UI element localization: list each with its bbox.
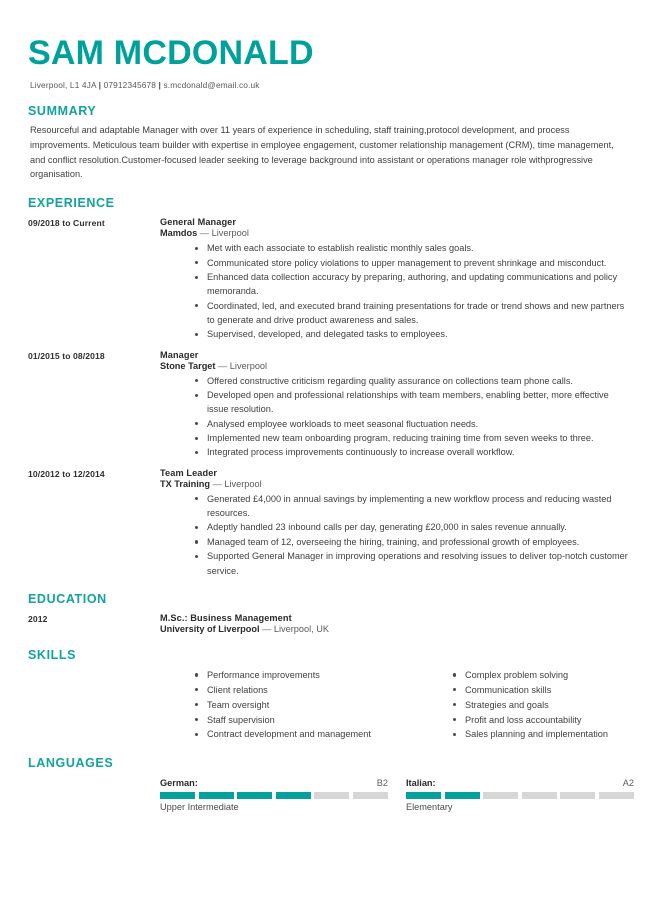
- education-heading: EDUCATION: [28, 591, 107, 606]
- language-segment-empty: [599, 792, 634, 799]
- experience-company-name: TX Training: [160, 478, 211, 489]
- language-level-description: Upper Intermediate: [160, 802, 239, 813]
- language-segment-empty: [353, 792, 388, 799]
- skill-item: Sales planning and implementation: [452, 727, 650, 742]
- experience-bullet-list: [160, 374, 628, 460]
- candidate-name: SAM MCDONALD: [28, 34, 314, 72]
- education-location: Liverpool, UK: [273, 623, 330, 634]
- language-segment-filled: [160, 792, 195, 799]
- experience-dash: —: [218, 360, 228, 371]
- experience-date: 01/2015 to 08/2018: [28, 350, 105, 361]
- contact-line: [30, 80, 628, 90]
- experience-heading: EXPERIENCE: [28, 196, 115, 211]
- experience-bullet: Analysed employee workloads to meet seasonal fluctuation needs.: [194, 417, 628, 431]
- experience-bullet: Offered constructive criticism regarding quality assurance on collections team phone calls.: [194, 374, 628, 388]
- language-segment-empty: [560, 792, 595, 799]
- language-block: [406, 778, 634, 812]
- language-segment-filled: [199, 792, 234, 799]
- experience-location: Liverpool: [211, 228, 249, 239]
- experience-location: Liverpool: [229, 360, 268, 371]
- experience-bullet-list: [160, 492, 628, 578]
- section-summary: [28, 104, 628, 183]
- experience-bullet: Met with each associate to establish realistic monthly sales goals.: [194, 241, 628, 255]
- experience-bullet: Supervised, developed, and delegated tasks to employees.: [194, 327, 628, 341]
- language-segment-filled: [406, 792, 441, 799]
- skill-item: Contract development and management: [194, 727, 418, 742]
- experience-detail: [160, 217, 628, 341]
- experience-company-line: [160, 479, 628, 489]
- language-header: [160, 778, 388, 788]
- education-date: 2012: [28, 613, 48, 624]
- experience-bullet: Generated £4,000 in annual savings by implementing a new workflow process and reducing wasted resources.: [194, 492, 628, 521]
- education-entry: [28, 613, 628, 634]
- language-level-description: Elementary: [406, 802, 453, 813]
- skills-column-right: [418, 668, 650, 743]
- experience-bullet: Enhanced data collection accuracy by preparing, authoring, and updating communications and policy memoranda.: [194, 270, 628, 299]
- summary-heading: SUMMARY: [28, 103, 97, 118]
- language-header: [406, 778, 634, 788]
- skill-item: Complex problem solving: [452, 668, 650, 683]
- languages-items: [28, 778, 634, 813]
- experience-bullet: Coordinated, led, and executed brand training presentations for trade or trend shows and new partners to generate and drive product awareness and sales.: [194, 299, 628, 328]
- language-name: Italian:: [406, 778, 436, 789]
- language-level-code: A2: [622, 778, 634, 789]
- section-skills: [28, 648, 628, 743]
- experience-location: Liverpool: [224, 478, 262, 489]
- resume-header: [28, 36, 628, 90]
- experience-company-line: [160, 228, 628, 238]
- skills-column-left: [160, 668, 418, 743]
- experience-entries: [28, 217, 628, 578]
- language-proficiency-bar: [406, 792, 634, 799]
- contact-location: Liverpool, L1 4JA: [30, 79, 97, 90]
- experience-bullet-list: [160, 241, 628, 341]
- contact-phone: 07912345678: [103, 79, 157, 90]
- experience-entry: [28, 217, 628, 341]
- languages-heading: LANGUAGES: [28, 756, 114, 771]
- experience-entry: [28, 468, 628, 578]
- experience-detail: [160, 350, 628, 460]
- language-segment-filled: [237, 792, 272, 799]
- experience-job-title: General Manager: [160, 217, 237, 228]
- experience-dash: —: [199, 228, 210, 239]
- language-block: [160, 778, 388, 812]
- skill-item: Staff supervision: [194, 713, 418, 728]
- section-experience: [28, 196, 628, 578]
- language-level-code: B2: [376, 778, 388, 789]
- skill-item: Profit and loss accountability: [452, 713, 650, 728]
- language-segment-filled: [276, 792, 311, 799]
- experience-entry: [28, 350, 628, 460]
- section-languages: [28, 756, 634, 813]
- skills-heading: SKILLS: [28, 647, 77, 662]
- summary-text: Resourceful and adaptable Manager with over 11 years of experience in scheduling, staff training,protocol development, and process improvements. Meticulous team builder with expertise in employee engagement, customer relationship management (CRM), time management, and conflict resolution.Customer-focused leader seeking to leverage background into assistant or operations manager role withprogressive organisation.: [30, 124, 614, 180]
- skill-item: Performance improvements: [194, 668, 418, 683]
- experience-bullet: Adeptly handled 23 inbound calls per day, generating £20,000 in sales revenue annually.: [194, 520, 628, 534]
- skills-columns: [28, 668, 628, 743]
- experience-bullet: Communicated store policy violations to upper management to prevent shrinkage and misconduct.: [194, 256, 628, 270]
- education-institution-line: [160, 624, 628, 634]
- education-dash: —: [262, 623, 272, 634]
- language-segment-empty: [314, 792, 349, 799]
- language-segment-empty: [483, 792, 518, 799]
- education-detail: [160, 613, 628, 634]
- experience-bullet: Developed open and professional relationships with team members, enabling better, more effective issue resolution.: [194, 388, 628, 417]
- language-name: German:: [160, 778, 198, 789]
- contact-separator-1: |: [98, 79, 102, 90]
- education-entries: [28, 613, 628, 634]
- experience-dash: —: [212, 478, 222, 489]
- experience-bullet: Supported General Manager in improving operations and resolving issues to deliver top-notch customer service.: [194, 549, 628, 578]
- experience-company-name: Mamdos: [160, 228, 198, 239]
- language-proficiency-bar: [160, 792, 388, 799]
- language-segment-filled: [445, 792, 480, 799]
- skill-item: Client relations: [194, 683, 418, 698]
- experience-job-title: Manager: [160, 349, 199, 360]
- experience-detail: [160, 468, 628, 578]
- skill-item: Communication skills: [452, 683, 650, 698]
- contact-separator-2: |: [158, 79, 161, 90]
- section-education: [28, 592, 628, 634]
- experience-bullet: Integrated process improvements continuously to increase overall workflow.: [194, 445, 628, 459]
- education-institution-name: University of Liverpool: [160, 623, 260, 634]
- skill-item: Team oversight: [194, 698, 418, 713]
- experience-bullet: Managed team of 12, overseeing the hiring, training, and professional growth of employees.: [194, 535, 628, 549]
- contact-email: s.mcdonald@email.co.uk: [163, 79, 260, 90]
- education-degree: M.Sc.: Business Management: [160, 612, 292, 623]
- skills-list-right: [418, 668, 650, 743]
- skills-list-left: [160, 668, 418, 743]
- experience-job-title: Team Leader: [160, 467, 218, 478]
- experience-date: 09/2018 to Current: [28, 218, 105, 229]
- experience-bullet: Implemented new team onboarding program, reducing training time from seven weeks to three.: [194, 431, 628, 445]
- language-segment-empty: [522, 792, 557, 799]
- skill-item: Strategies and goals: [452, 698, 650, 713]
- experience-date: 10/2012 to 12/2014: [28, 468, 105, 479]
- experience-company-line: [160, 361, 628, 371]
- experience-company-name: Stone Target: [160, 360, 216, 371]
